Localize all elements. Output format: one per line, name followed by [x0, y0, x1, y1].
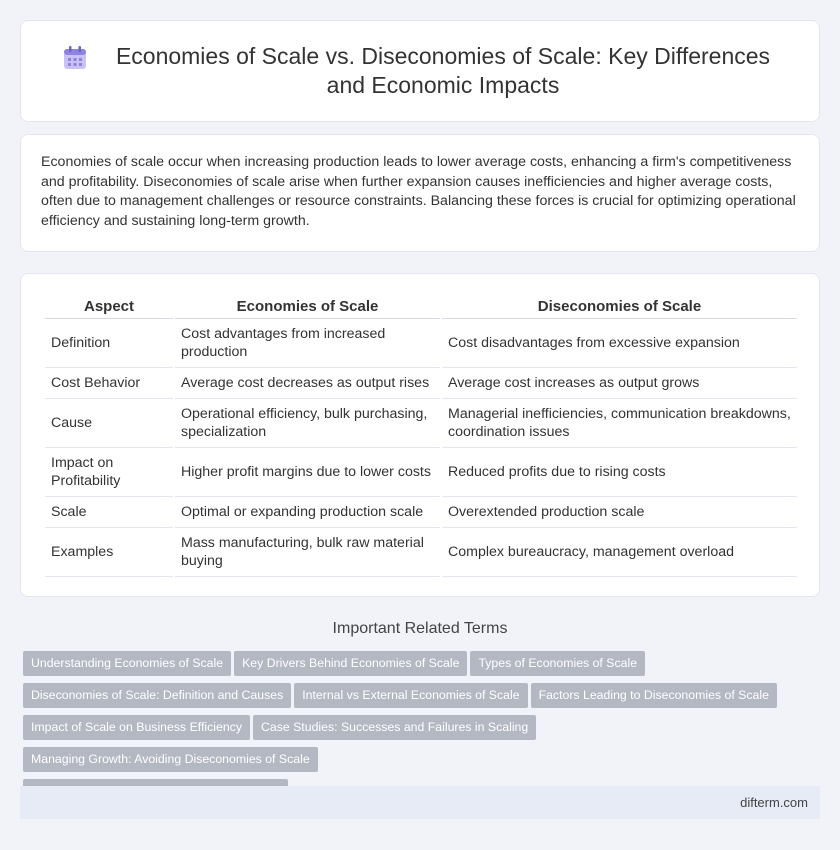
row-aspect: Examples	[45, 528, 173, 577]
related-term-link[interactable]: Internal vs External Economies of Scale	[294, 683, 527, 708]
row-diseconomies: Complex bureaucracy, management overload	[442, 528, 797, 577]
calendar-icon	[61, 44, 89, 72]
comparison-table	[43, 292, 799, 577]
table-row	[45, 528, 797, 577]
comparison-card	[20, 273, 820, 597]
row-diseconomies: Overextended production scale	[442, 497, 797, 528]
row-economies: Higher profit margins due to lower costs	[175, 448, 440, 497]
table-row	[45, 368, 797, 399]
intro-paragraph: Economies of scale occur when increasing production leads to lower average costs, enhancing a firm's competitiveness and profitability. Diseconomies of scale arise when further expansion causes inefficiencies and higher average costs, often due to management challenges or resource constraints. Balancing these forces is crucial for optimizing operational efficiency and sustaining long-term growth.	[41, 154, 796, 229]
header-diseconomies: Diseconomies of Scale	[442, 292, 797, 319]
row-economies: Operational efficiency, bulk purchasing, specialization	[175, 399, 440, 448]
footer	[20, 786, 820, 819]
page-title: Economies of Scale vs. Diseconomies of Scale: Key Differences and Economic Impacts	[115, 43, 771, 98]
header-economies: Economies of Scale	[175, 292, 440, 319]
table-header-row	[45, 292, 797, 319]
related-term-link[interactable]: Diseconomies of Scale: Definition and Causes	[23, 683, 291, 708]
related-term-link[interactable]: Types of Economies of Scale	[470, 651, 645, 676]
row-diseconomies: Cost disadvantages from excessive expansion	[442, 319, 797, 368]
row-aspect: Cost Behavior	[45, 368, 173, 399]
intro-card	[20, 134, 820, 252]
related-term-link[interactable]: Key Drivers Behind Economies of Scale	[234, 651, 467, 676]
row-diseconomies: Average cost increases as output grows	[442, 368, 797, 399]
table-row	[45, 319, 797, 368]
table-row	[45, 448, 797, 497]
table-row	[45, 497, 797, 528]
related-term-link[interactable]: Case Studies: Successes and Failures in Scaling	[253, 715, 536, 740]
related-term-link[interactable]: Managing Growth: Avoiding Diseconomies of Scale	[23, 747, 318, 772]
row-economies: Optimal or expanding production scale	[175, 497, 440, 528]
row-aspect: Impact on Profitability	[45, 448, 173, 497]
related-term-link[interactable]: Understanding Economies of Scale	[23, 651, 231, 676]
row-diseconomies: Managerial inefficiencies, communication breakdowns, coordination issues	[442, 399, 797, 448]
related-terms-title: Important Related Terms	[332, 620, 508, 637]
row-diseconomies: Reduced profits due to rising costs	[442, 448, 797, 497]
row-economies: Cost advantages from increased production	[175, 319, 440, 368]
row-aspect: Cause	[45, 399, 173, 448]
header-card	[20, 20, 820, 122]
related-term-link[interactable]: Impact of Scale on Business Efficiency	[23, 715, 250, 740]
row-aspect: Scale	[45, 497, 173, 528]
row-economies: Mass manufacturing, bulk raw material buying	[175, 528, 440, 577]
title-wrap	[21, 21, 819, 121]
related-term-link[interactable]: Factors Leading to Diseconomies of Scale	[531, 683, 777, 708]
footer-site-link[interactable]: difterm.com	[740, 795, 808, 810]
table-row	[45, 399, 797, 448]
row-aspect: Definition	[45, 319, 173, 368]
row-economies: Average cost decreases as output rises	[175, 368, 440, 399]
header-aspect: Aspect	[45, 292, 173, 319]
